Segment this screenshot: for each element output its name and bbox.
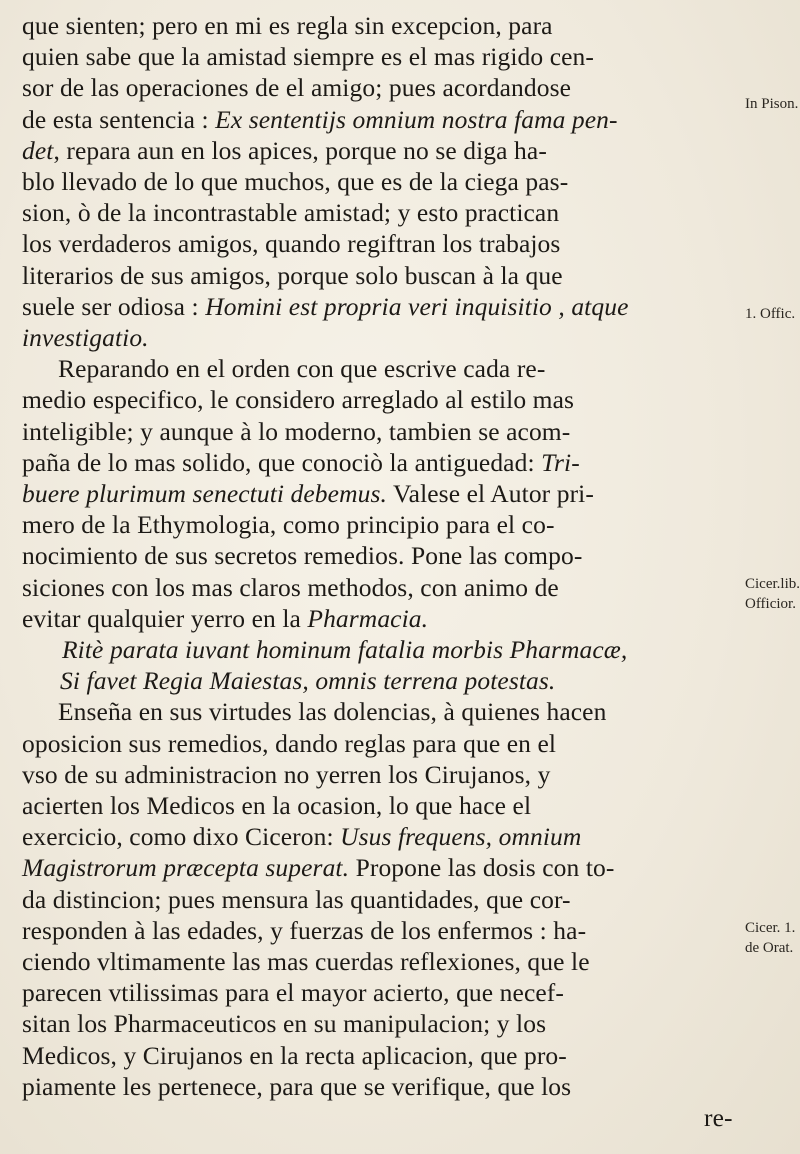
italic-segment: Homini est propria veri inquisitio , atque <box>205 291 629 321</box>
italic-segment: Si favet Regia Maiestas, omnis terrena potestas. <box>60 666 556 696</box>
text-line: piamente les pertenece, para que se verifique, que los <box>22 1071 572 1101</box>
text-line <box>22 821 581 853</box>
text-line <box>22 291 628 323</box>
italic-segment: investigatio. <box>22 323 149 352</box>
text-line: inteligible; y aunque à lo moderno, tambien se acom- <box>22 416 571 446</box>
text-line: da distincion; pues mensura las quantidades, que cor- <box>22 884 571 914</box>
text-line: responden à las edades, y fuerzas de los enfermos : ha- <box>22 915 587 945</box>
text-segment: exercicio, como dixo Ciceron: <box>22 822 341 852</box>
text-line: los verdaderos amigos, quando regiftran los trabajos <box>22 229 561 259</box>
text-line: literarios de sus amigos, porque solo buscan à la que <box>22 260 563 290</box>
text-line <box>22 447 580 479</box>
margin-note: Officior. <box>745 596 796 612</box>
text-line: ciendo vltimamente las mas cuerdas reflexiones, que le <box>22 947 590 976</box>
text-line <box>22 135 547 167</box>
text-line: blo llevado de lo que muchos, que es de la ciega pas- <box>22 167 569 196</box>
text-line: siciones con los mas claros methodos, con animo de <box>22 572 559 602</box>
text-segment: , repara aun en los apices, porque no se diga ha- <box>53 135 547 165</box>
italic-segment: Usus frequens, omnium <box>340 822 582 852</box>
italic-segment: Magistrorum præcepta superat. <box>22 853 350 883</box>
text-line: acierten los Medicos en la ocasion, lo que hace el <box>22 791 532 820</box>
text-line <box>22 852 614 884</box>
italic-segment: buere plurimum senectuti debemus. <box>22 479 387 508</box>
margin-note: de Orat. <box>745 940 794 956</box>
italic-segment: Ritè parata iuvant hominum fatalia morbis Pharmacæ, <box>62 635 628 664</box>
text-line: quien sabe que la amistad siempre es el mas rigido cen- <box>22 42 594 72</box>
text-line: mero de la Ethymologia, como principio para el co- <box>22 510 555 540</box>
text-line: oposicion sus remedios, dando reglas para que en el <box>22 728 557 758</box>
text-line: sion, ò de la incontrastable amistad; y esto practican <box>22 198 560 228</box>
text-line: que sienten; pero en mi es regla sin excepcion, para <box>22 11 553 40</box>
text-line <box>22 322 149 354</box>
text-line: vso de su administracion no yerren los Cirujanos, y <box>22 759 551 789</box>
italic-segment: det <box>22 135 54 165</box>
margin-note: Cicer. 1. <box>745 920 796 936</box>
text-segment: de esta sentencia : <box>22 104 216 134</box>
text-segment: Valese el Autor pri- <box>386 479 594 508</box>
text-segment: paña de lo mas solido, que conociò la antiguedad: <box>22 447 542 477</box>
text-line: nocimiento de sus secretos remedios. Pone las compo- <box>22 541 583 571</box>
text-line: Medicos, y Cirujanos en la recta aplicacion, que pro- <box>22 1040 567 1070</box>
text-line: parecen vtilissimas para el mayor acierto, que necef- <box>22 978 564 1008</box>
text-segment: evitar qualquier yerro en la <box>22 603 308 633</box>
text-line: Enseña en sus virtudes las dolencias, à quienes hacen <box>58 697 607 727</box>
text-line <box>22 478 594 510</box>
text-line <box>60 665 555 697</box>
text-line <box>22 603 428 635</box>
text-segment: Propone las dosis con to- <box>349 853 615 883</box>
italic-segment: Tri- <box>541 447 580 477</box>
text-line: sor de las operaciones de el amigo; pues acordandose <box>22 73 572 103</box>
text-line: re- <box>704 1103 733 1132</box>
text-line <box>22 104 618 136</box>
text-line: Reparando en el orden con que escrive cada re- <box>58 354 546 384</box>
margin-note: Cicer.lib. <box>745 576 800 592</box>
text-line: sitan los Pharmaceuticos en su manipulacion; y los <box>22 1009 547 1039</box>
margin-note: 1. Offic. <box>745 306 796 322</box>
text-line <box>62 634 627 666</box>
text-segment: suele ser odiosa : <box>22 291 206 321</box>
margin-note: In Pison. <box>745 96 799 112</box>
text-line: medio especifico, le considero arreglado al estilo mas <box>22 385 575 415</box>
italic-segment: Pharmacia. <box>307 603 429 633</box>
italic-segment: Ex sententijs omnium nostra fama pen- <box>215 104 618 134</box>
